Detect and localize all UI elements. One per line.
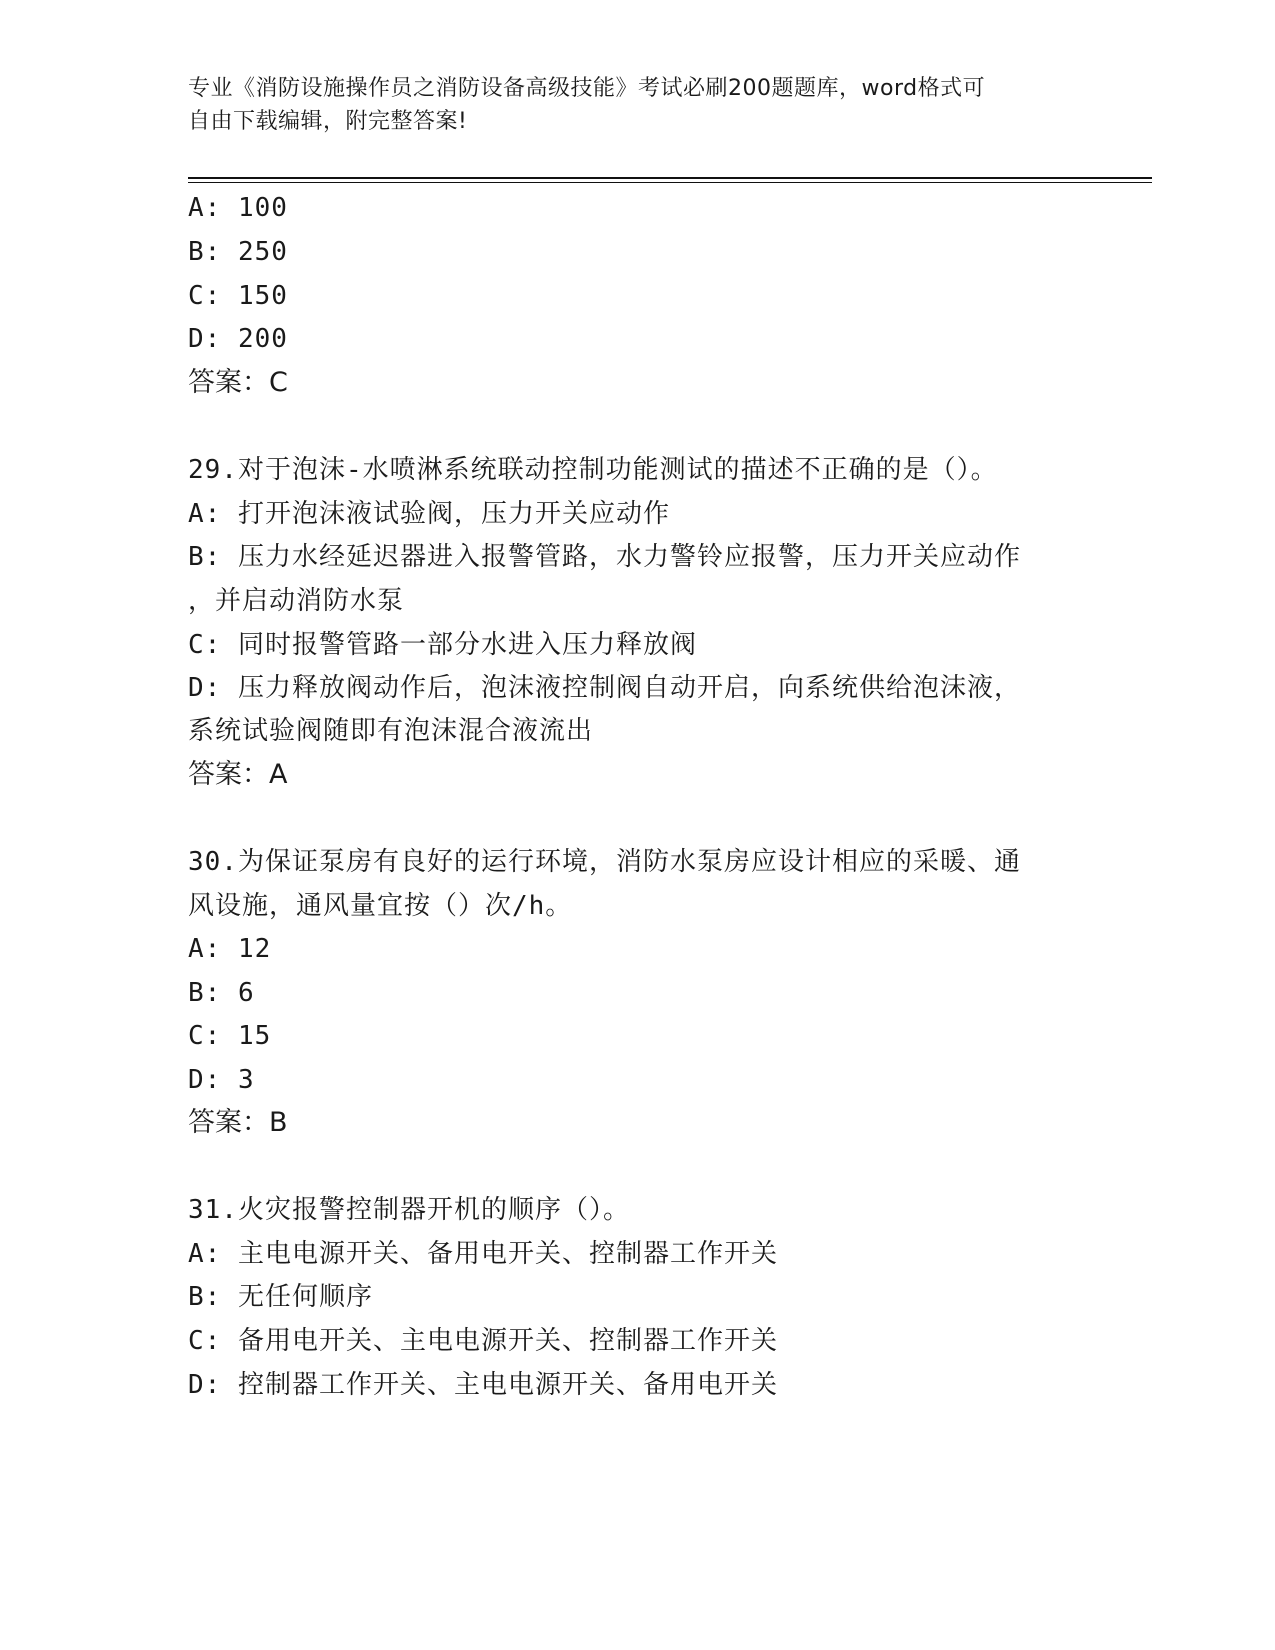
q31-option-d: D: 控制器工作开关、主电电源开关、备用电开关 xyxy=(188,1370,778,1400)
q28-answer: 答案：C xyxy=(188,367,288,398)
q29-option-c: C: 同时报警管路一部分水进入压力释放阀 xyxy=(188,630,697,660)
header-rule-thick xyxy=(188,177,1152,179)
q29-option-d-line-2: 系统试验阀随即有泡沫混合液流出 xyxy=(188,716,594,746)
q31-question: 31.火灾报警控制器开机的顺序（）。 xyxy=(188,1195,630,1225)
document-header xyxy=(188,72,1088,138)
header-rule-thin xyxy=(188,182,1152,183)
q30-option-a: A: 12 xyxy=(188,934,272,964)
q28-option-a: A: 100 xyxy=(188,193,288,223)
q30-question-line-2: 风设施，通风量宜按（）次/h。 xyxy=(188,891,573,921)
q28-option-c: C: 150 xyxy=(188,281,288,311)
q30-option-b: B: 6 xyxy=(188,978,255,1008)
q28-option-b: B: 250 xyxy=(188,237,288,267)
q30-answer: 答案：B xyxy=(188,1107,288,1138)
q29-option-b-line-1: B: 压力水经延迟器进入报警管路，水力警铃应报警，压力开关应动作 xyxy=(188,542,1021,572)
q31-option-c: C: 备用电开关、主电电源开关、控制器工作开关 xyxy=(188,1326,778,1356)
q31-option-a: A: 主电电源开关、备用电开关、控制器工作开关 xyxy=(188,1239,778,1269)
q30-option-c: C: 15 xyxy=(188,1021,272,1051)
q30-question-line-1: 30.为保证泵房有良好的运行环境，消防水泵房应设计相应的采暖、通 xyxy=(188,847,1021,877)
q28-option-d: D: 200 xyxy=(188,324,288,354)
q30-option-d: D: 3 xyxy=(188,1065,255,1095)
q29-option-d-line-1: D: 压力释放阀动作后，泡沫液控制阀自动开启，向系统供给泡沫液， xyxy=(188,673,1021,703)
q31-option-b: B: 无任何顺序 xyxy=(188,1282,373,1312)
q29-option-b-line-2: ，并启动消防水泵 xyxy=(188,586,405,616)
q29-question: 29.对于泡沫-水喷淋系统联动控制功能测试的描述不正确的是（）。 xyxy=(188,455,998,485)
header-title-line-2: 自由下载编辑，附完整答案! xyxy=(188,109,468,134)
q29-answer: 答案：A xyxy=(188,759,288,790)
header-title-line-1: 专业《消防设施操作员之消防设备高级技能》考试必刷200题题库，word格式可 xyxy=(188,76,986,101)
q29-option-a: A: 打开泡沫液试验阀，压力开关应动作 xyxy=(188,499,670,529)
